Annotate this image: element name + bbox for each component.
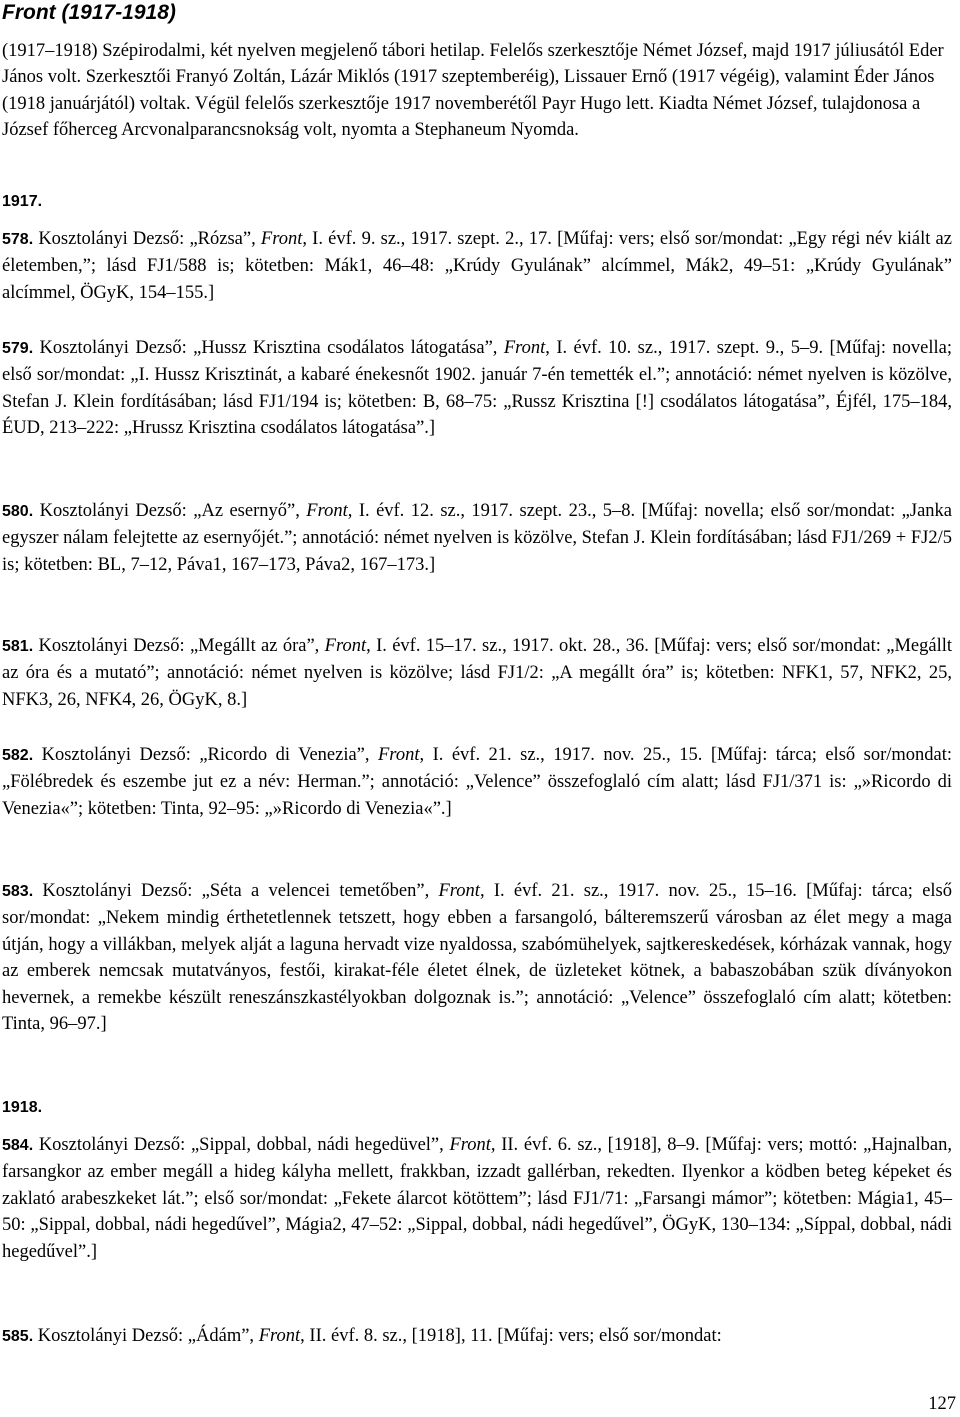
entry-text: Kosztolányi Dezső: „Hussz Krisztina csodálatos látogatása”, bbox=[33, 338, 504, 358]
entry-578 bbox=[2, 226, 952, 306]
page-number: 127 bbox=[928, 1394, 956, 1414]
journal-name: Front bbox=[438, 881, 480, 901]
entry-text: Kosztolányi Dezső: „Az esernyő”, bbox=[33, 501, 307, 521]
entry-number: 582. bbox=[2, 747, 34, 764]
entry-583 bbox=[2, 878, 952, 1037]
entry-text: , I. évf. 12. sz., 1917. szept. 23., 5–8. [Műfaj: novella; első sor/mondat: „Janka egyszer nálam felejtette az esernyőjét.”; annotáció: német nyelven is közölve, Stefan J. Klein fordításában; lásd FJ1/269 + FJ2/5 is; kötetben: BL, 7–12, Páva1, 167–173, Páva2, 167–173.] bbox=[2, 501, 952, 575]
entry-579 bbox=[2, 335, 952, 442]
journal-name: Front bbox=[260, 229, 303, 249]
entry-text: Kosztolányi Dezső: „Rózsa”, bbox=[33, 229, 261, 249]
entry-number: 578. bbox=[2, 231, 34, 248]
entry-text: Kosztolányi Dezső: „Ricordo di Venezia”, bbox=[33, 745, 378, 765]
entry-text: Kosztolányi Dezső: „Sippal, dobbal, nádi hegedüvel”, bbox=[33, 1135, 450, 1155]
entry-585 bbox=[2, 1323, 952, 1350]
entry-584 bbox=[2, 1132, 952, 1265]
entry-text: , I. évf. 15–17. sz., 1917. okt. 28., 36. [Műfaj: vers; első sor/mondat: „Megállt az óra és a mutató”; annotáció: német nyelven is közölve; lásd FJ1/2: „A megállt óra” is; kötetben: NFK1, 57, NFK2, 25, NFK3, 26, NFK4, 26, ÖGyK, 8.] bbox=[2, 636, 952, 710]
entry-number: 585. bbox=[2, 1328, 34, 1345]
entry-582 bbox=[2, 742, 952, 822]
entry-text: , I. évf. 21. sz., 1917. nov. 25., 15. [Műfaj: tárca; első sor/mondat: „Fölébredek és eszembe jut ez a név: Herman.”; annotáció: „Velence” összefoglaló cím alatt; lásd FJ1/371 is: „»Ricordo di Venezia«”; kötetben: Tinta, 92–95: „»Ricordo di Venezia«”.] bbox=[2, 745, 952, 819]
entry-580 bbox=[2, 498, 952, 578]
entry-number: 583. bbox=[2, 883, 34, 900]
journal-name: Front bbox=[449, 1135, 491, 1155]
entry-581 bbox=[2, 633, 952, 713]
entry-text: , II. évf. 8. sz., [1918], 11. [Műfaj: vers; első sor/mondat: bbox=[300, 1326, 722, 1346]
entry-number: 580. bbox=[2, 503, 34, 520]
entry-text: , II. évf. 6. sz., [1918], 8–9. [Műfaj: vers; mottó: „Hajnalban, farsangkor az ember megáll a hideg kályha mellett, frakkban, izzadt gallérban, rekedten. Ilyenkor a ködben beteg képeket és zaklató arabeszkeket lát.”; első sor/mondat: „Fekete álarcot kötöttem”; lásd FJ1/71: „Farsangi mámor”; kötetben: Mágia1, 45–50: „Sippal, dobbal, nádi hegedűvel”, Mágia2, 47–52: „Sippal, dobbal, nádi hegedűvel”, ÖGyK, 130–134: „Síppal, dobbal, nádi hegedűvel”.] bbox=[2, 1135, 952, 1262]
entry-text: , I. évf. 10. sz., 1917. szept. 9., 5–9. [Műfaj: novella; első sor/mondat: „I. Hussz Krisztinát, a kabaré énekesnőt 1902. január 7-én temették el.”; annotáció: német nyelven is közölve, Stefan J. Klein fordításában; lásd FJ1/194 is; kötetben: B, 68–75: „Russz Krisztina [!] csodálatos látogatása”, Éjfél, 175–184, ÉUD, 213–222: „Hrussz Krisztina csodálatos látogatása”.] bbox=[2, 338, 952, 439]
entry-number: 584. bbox=[2, 1137, 34, 1154]
journal-name: Front bbox=[324, 636, 367, 656]
entry-text: Kosztolányi Dezső: „Séta a velencei temetőben”, bbox=[33, 881, 439, 901]
journal-name: Front bbox=[503, 338, 546, 358]
year-heading-1918: 1918. bbox=[2, 1099, 43, 1116]
page-title: Front (1917-1918) bbox=[2, 1, 176, 24]
year-heading-1917: 1917. bbox=[2, 193, 43, 210]
journal-name: Front bbox=[378, 745, 420, 765]
entry-text: , I. évf. 9. sz., 1917. szept. 2., 17. [Műfaj: vers; első sor/mondat: „Egy régi név kiált az életemben,”; lásd FJ1/588 is; kötetben: Mák1, 46–48: „Krúdy Gyulának” alcímmel, Mák2, 49–51: „Krúdy Gyulának” alcímmel, ÖGyK, 154–155.] bbox=[2, 229, 952, 303]
journal-name: Front bbox=[258, 1326, 301, 1346]
entry-text: , I. évf. 21. sz., 1917. nov. 25., 15–16. [Műfaj: tárca; első sor/mondat: „Nekem mindig érthetetlennek tetszett, hogy ebben a farsangoló, bálteremszerű városban az élet megy a maga útján, hogy a villákban, melyek alját a laguna hervadt vize nyaldossa, szabómühelyek, sajtkereskedések, kórházak vannak, hogy az emberek nemcsak mutatványos, festői, kirakat-féle életet élnek, de üzleteket kötnek, a babaszobában szük díványokon hevernek, a remekbe készült reneszánszkastélyokban dolgoznak is.”; annotáció: „Velence” összefoglaló cím alatt; kötetben: Tinta, 96–97.] bbox=[2, 881, 952, 1035]
entry-number: 579. bbox=[2, 340, 34, 357]
entry-text: Kosztolányi Dezső: „Megállt az óra”, bbox=[33, 636, 325, 656]
journal-name: Front bbox=[306, 501, 348, 521]
entry-text: Kosztolányi Dezső: „Ádám”, bbox=[33, 1326, 259, 1346]
intro-paragraph: (1917–1918) Szépirodalmi, két nyelven megjelenő tábori hetilap. Felelős szerkesztője Német József, majd 1917 júliusától Eder János volt. Szerkesztői Franyó Zoltán, Lázár Miklós (1917 szeptemberéig), Lissauer Ernő (1917 végéig), valamint Éder János (1918 januárjától) voltak. Végül felelős szerkesztője 1917 novemberétől Payr Hugo lett. Kiadta Német József, tulajdonosa a József főherceg Arcvonalparancsnokság volt, nyomta a Stephaneum Nyomda. bbox=[2, 41, 944, 141]
entry-number: 581. bbox=[2, 638, 34, 655]
